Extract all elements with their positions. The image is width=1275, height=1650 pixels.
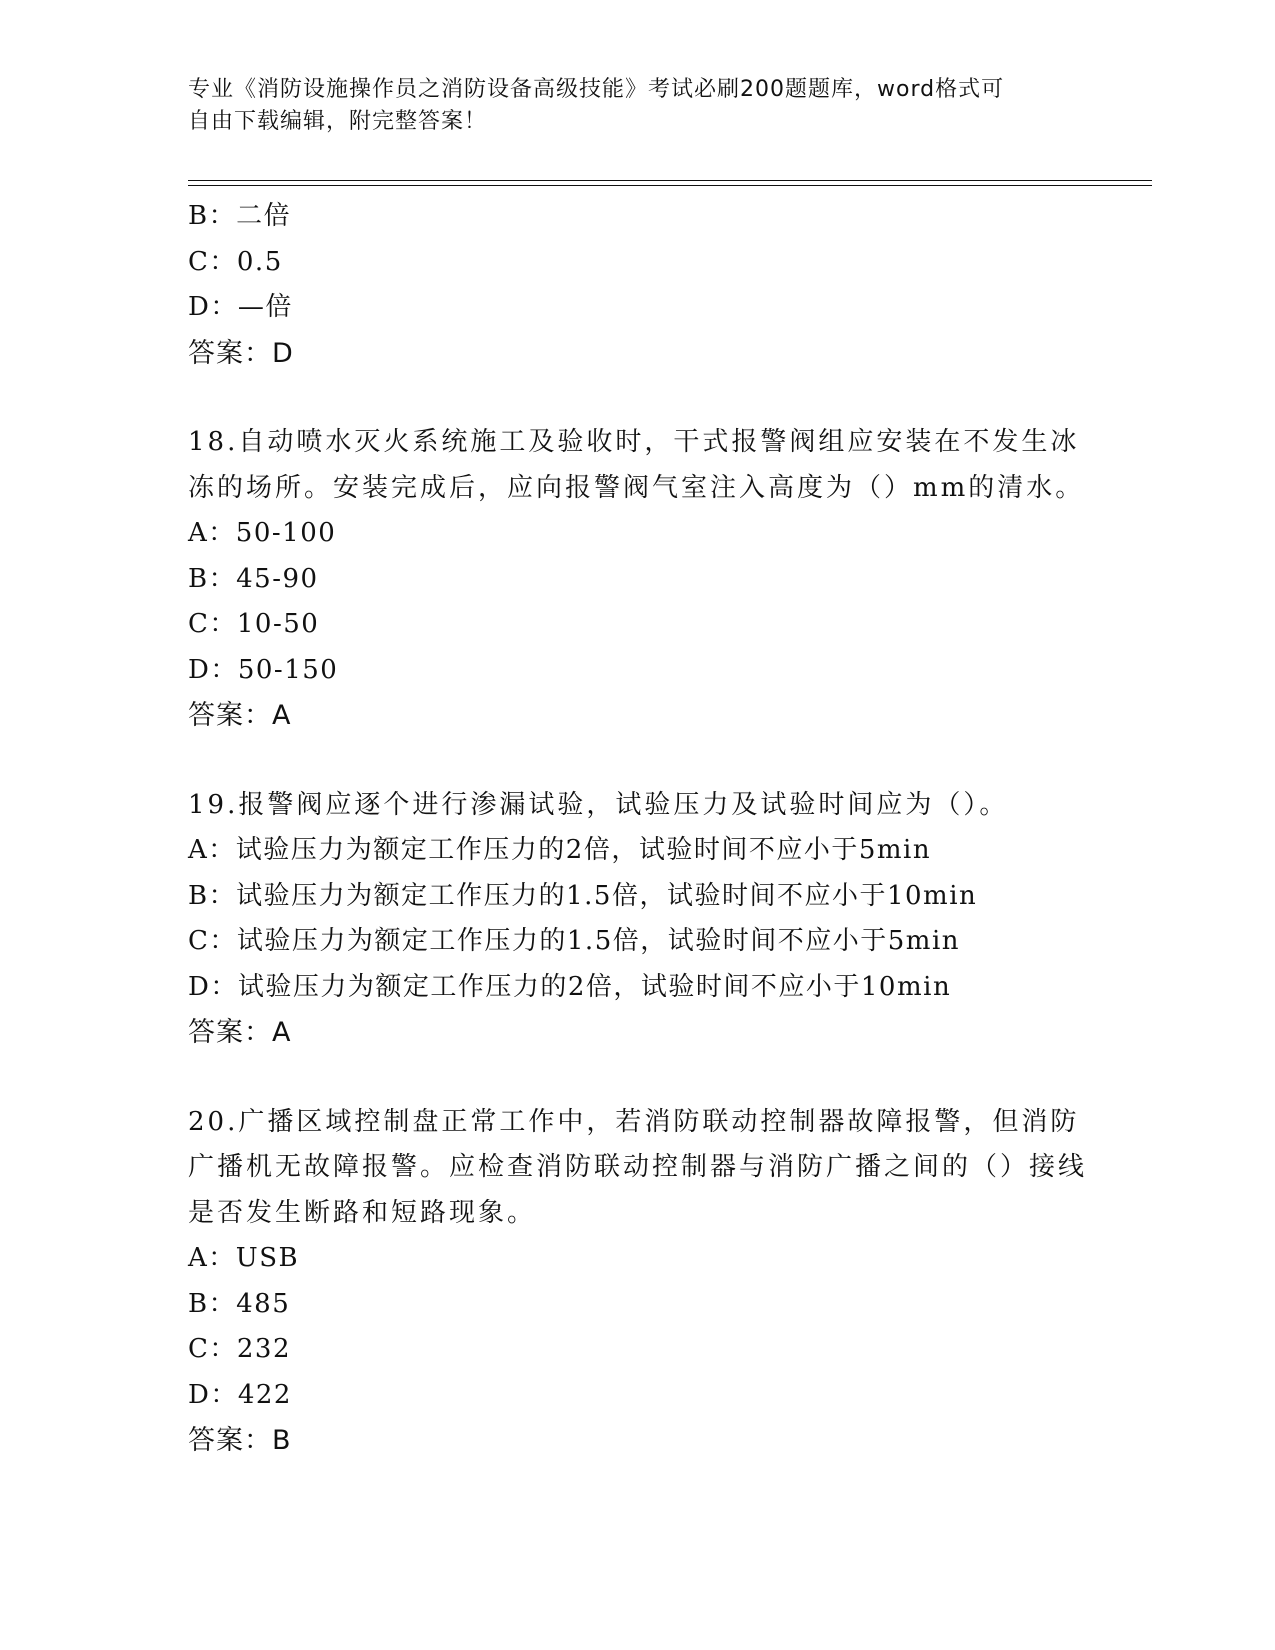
header-divider-bottom xyxy=(188,185,1152,186)
header-title-line-1: 专业《消防设施操作员之消防设备高级技能》考试必刷200题题库，word格式可 xyxy=(188,77,1005,102)
document-header xyxy=(188,74,1068,138)
option-b: B：45-90 xyxy=(188,563,319,594)
option-d: D：50-150 xyxy=(188,654,339,685)
question-stem: 18.自动喷水灭火系统施工及验收时，干式报警阀组应安装在不发生冰冻的场所。安装完成后，应向报警阀气室注入高度为（）mm的清水。 xyxy=(188,427,1085,503)
option-c: C：10-50 xyxy=(188,609,320,639)
option-d: D：422 xyxy=(188,1379,292,1410)
question-20 xyxy=(188,1100,1088,1464)
option-b: B：试验压力为额定工作压力的1.5倍，试验时间不应小于10min xyxy=(188,880,978,911)
spacer xyxy=(188,376,1088,420)
option-a: A：试验压力为额定工作压力的2倍，试验时间不应小于5min xyxy=(188,835,932,865)
option-b: B：485 xyxy=(188,1288,291,1319)
option-a: A：50-100 xyxy=(188,518,337,548)
answer-line: 答案：B xyxy=(188,1425,292,1456)
option-c: C：0.5 xyxy=(188,246,283,277)
option-c: C：232 xyxy=(188,1334,292,1364)
question-block-partial xyxy=(188,194,1088,376)
answer-line: 答案：A xyxy=(188,1017,292,1048)
option-d: D：—倍 xyxy=(188,292,293,322)
header-title-line-2: 自由下载编辑，附完整答案！ xyxy=(188,109,488,134)
question-stem: 20.广播区域控制盘正常工作中，若消防联动控制器故障报警，但消防广播机无故障报警。应检查消防联动控制器与消防广播之间的（）接线是否发生断路和短路现象。 xyxy=(188,1106,1088,1228)
question-18 xyxy=(188,420,1088,739)
answer-line: 答案：A xyxy=(188,700,292,731)
answer-line: 答案：D xyxy=(188,337,294,369)
option-d: D：试验压力为额定工作压力的2倍，试验时间不应小于10min xyxy=(188,971,952,1002)
option-b: B：二倍 xyxy=(188,201,292,231)
spacer xyxy=(188,739,1088,783)
header-divider-top xyxy=(188,180,1152,181)
document-body xyxy=(188,194,1088,1464)
option-c: C：试验压力为额定工作压力的1.5倍，试验时间不应小于5min xyxy=(188,926,960,956)
option-a: A：USB xyxy=(188,1243,300,1273)
question-19 xyxy=(188,783,1088,1056)
question-stem: 19.报警阀应逐个进行渗漏试验，试验压力及试验时间应为（）。 xyxy=(188,789,1009,820)
spacer xyxy=(188,1056,1088,1100)
